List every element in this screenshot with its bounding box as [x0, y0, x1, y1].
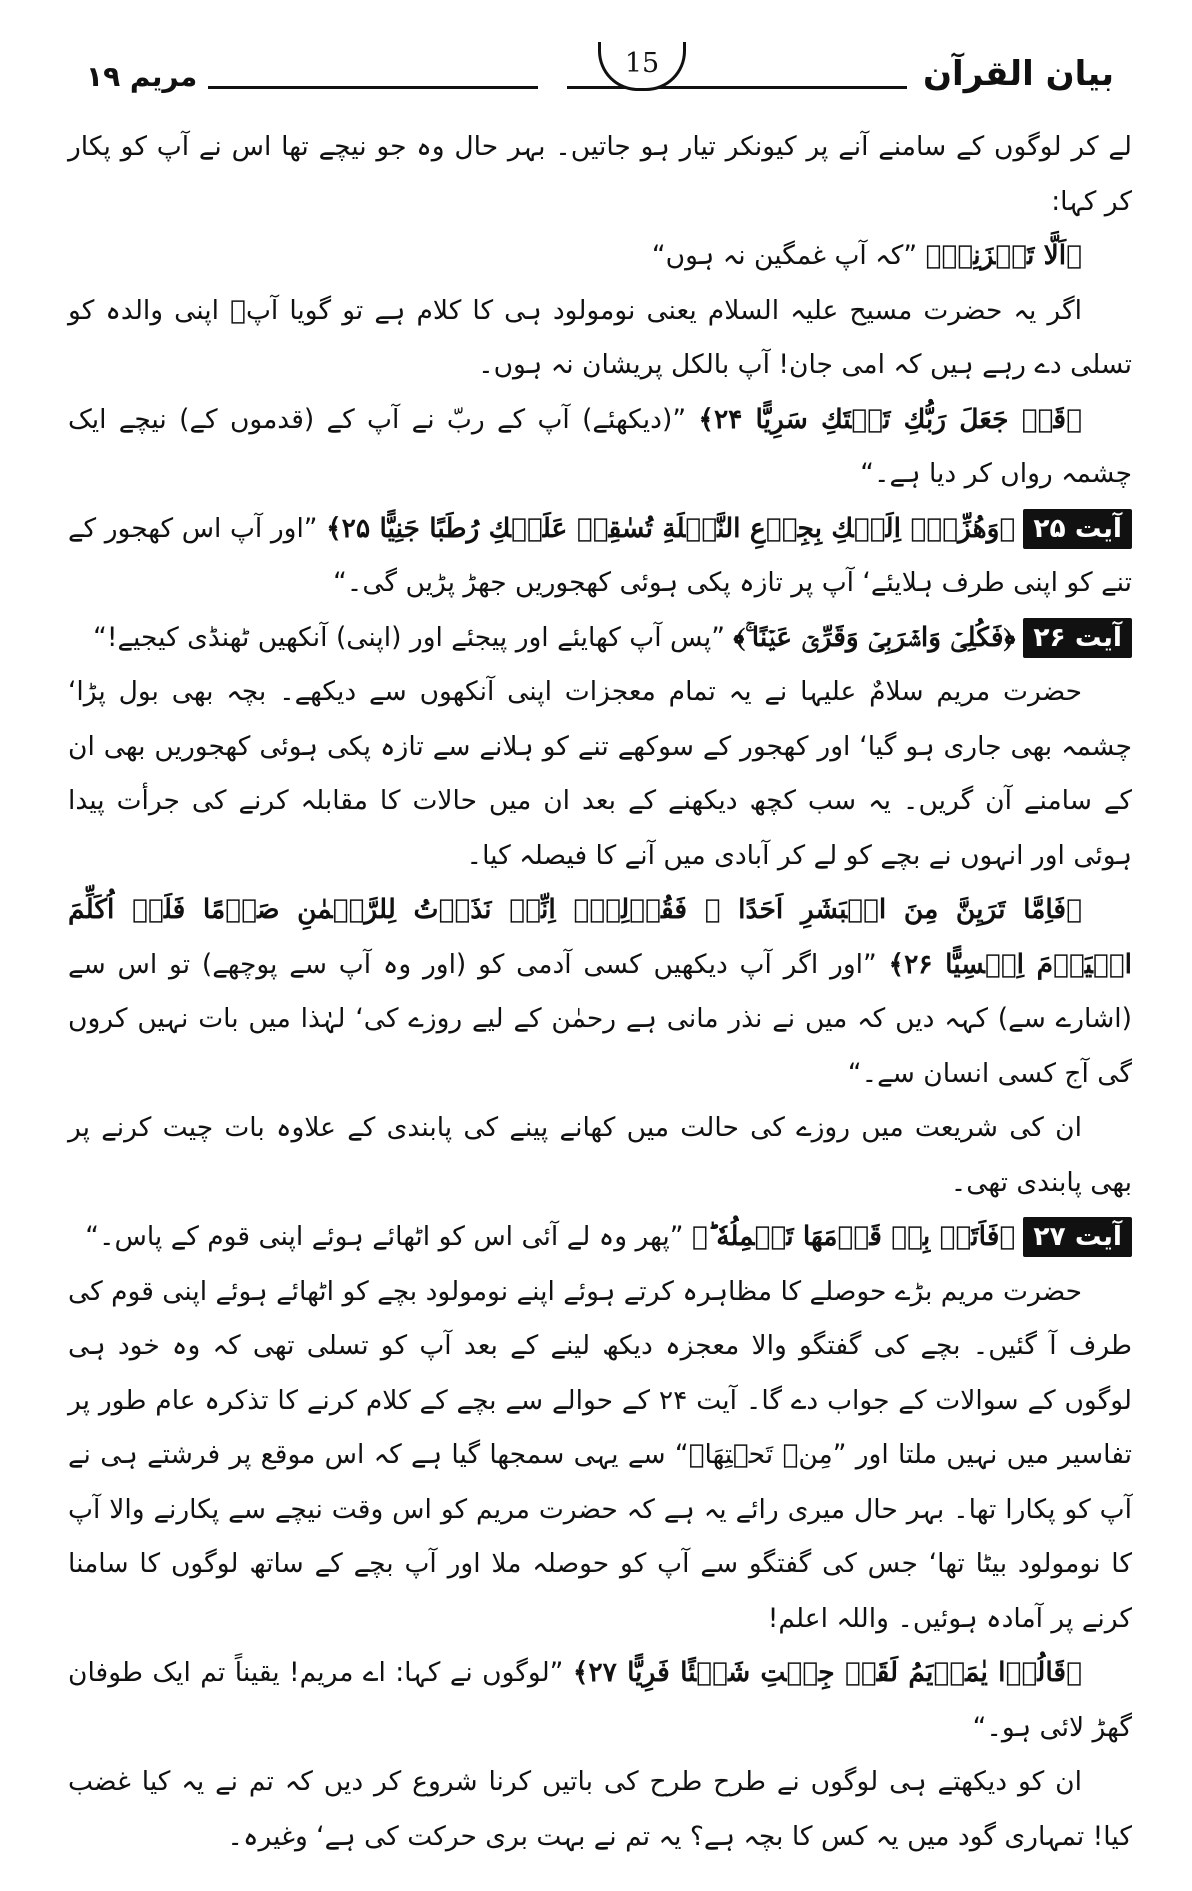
header-rule-left [208, 86, 538, 89]
surah-name: مریم ۱۹ [86, 60, 198, 93]
ayah-number-tag: آیت ۲۷ [1023, 1217, 1132, 1257]
paragraph: اگر یہ حضرت مسیح علیہ السلام یعنی نومولود ہی کا کلام ہے تو گویا آپؑ اپنی والدہ کو تسلی دے رہے ہیں کہ امی جان! آپ بالکل پریشان نہ ہوں۔ [68, 294, 1132, 380]
paragraph: حضرت مریم بڑے حوصلے کا مظاہرہ کرتے ہوئے اپنے نومولود بچے کو اٹھائے ہوئے اپنی قوم کی طرف آ گئیں۔ بچے کی گفتگو والا معجزہ دیکھ لینے کے بعد آپ کو تسلی تھی کہ وہ خود ہی لوگوں کے سوالات کے جواب دے گا۔ آیت ۲۴ کے حوالے سے بچے کے کلام کرنے کا تذکرہ عام طور پر تفاسیر میں نہیں ملتا اور ”مِنۡ تَحۡتِهَاۤ“ سے یہی سمجھا گیا ہے کہ اس موقع پر فرشتے ہی نے آپ کو پکارا تھا۔ بہر حال میری رائے یہ ہے کہ حضرت مریم کو اس وقت نیچے سے پکارنے والا آپ کا نومولود بیٹا تھا‘ جس کی گفتگو سے آپ کو حوصلہ ملا اور آپ بچے کے ساتھ لوگوں کا سامنا کرنے پر آمادہ ہوئیں۔ واللہ اعلم! [67, 1275, 1132, 1634]
page-number: 15 [598, 42, 686, 91]
arabic-verse: ﴿قَدۡ جَعَلَ رَبُّكِ تَحۡتَكِ سَرِیًّا ۲۴﴾ [698, 403, 1082, 435]
arabic-verse: ﴿فَكُلِیۡ وَاشۡرَبِیۡ وَقَرِّیۡ عَیۡنًا ۚ﴾ [733, 621, 1016, 653]
quran-quote [68, 1646, 1132, 1755]
translation: ”پھر وہ لے آئی اس کو اٹھائے ہوئے اپنی قوم کے پاس۔“ [85, 1221, 684, 1252]
arabic-verse: ﴿فَاِمَّا تَرَیِنَّ مِنَ الۡبَشَرِ اَحَدًا ۙ فَقُوۡلِیۡۤ اِنِّیۡ نَذَرۡتُ لِلرَّحۡمٰنِ صَوۡمًا فَلَنۡ اُكَلِّمَ الۡیَوۡمَ اِنۡسِیًّا ۲۶﴾ [68, 894, 1132, 980]
translation: ”کہ آپ غمگین نہ ہوں“ [651, 240, 918, 271]
page-header [68, 36, 1132, 106]
page-body [68, 120, 1132, 1864]
paragraph: لے کر لوگوں کے سامنے آنے پر کیونکر تیار ہو جاتیں۔ بہر حال وہ جو نیچے تھا اس نے آپ کو پکار کر کہا: [68, 131, 1132, 217]
translation: ”لوگوں نے کہا: اے مریم! یقیناً تم ایک طوفان گھڑ لائی ہو۔“ [68, 1657, 1132, 1743]
translation: ”اور اگر آپ دیکھیں کسی آدمی کو (اور وہ آپ سے پوچھے) تو اس سے (اشارے سے) کہہ دیں کہ میں نے نذر مانی ہے رحمٰن کے لیے روزے کی‘ لہٰذا میں بات نہیں کروں گی آج کسی انسان سے۔“ [68, 948, 1132, 1089]
quran-quote [68, 883, 1132, 1101]
translation: ”اور آپ اس کھجور کے تنے کو اپنی طرف ہلایئے‘ آپ پر تازہ پکی ہوئی کھجوریں جھڑ پڑیں گی۔“ [68, 512, 1132, 598]
book-title: بیان القرآن [923, 54, 1114, 94]
arabic-verse: ﴿قَالُوۡا یٰمَرۡیَمُ لَقَدۡ جِئۡتِ شَیۡئًا فَرِیًّا ۲۷﴾ [572, 1657, 1082, 1688]
ayah-block [68, 1210, 1132, 1265]
paragraph: ان کو دیکھتے ہی لوگوں نے طرح طرح کی باتیں کرنا شروع کر دیں کہ تم نے یہ کیا غضب کیا! تمہاری گود میں یہ کس کا بچہ ہے؟ یہ تم نے بہت بری حرکت کی ہے‘ وغیرہ۔ [68, 1766, 1132, 1852]
arabic-verse: ﴿فَاَتَتۡ بِهٖ قَوۡمَهَا تَحۡمِلُهٗ ؕ﴾ [691, 1221, 1016, 1252]
ayah-block [68, 611, 1132, 666]
paragraph: حضرت مریم سلامٌ علیہا نے یہ تمام معجزات اپنی آنکھوں سے دیکھے۔ بچہ بھی بول پڑا‘ چشمہ بھی جاری ہو گیا‘ اور کھجور کے سوکھے تنے کو ہلانے سے تازہ پکی ہوئی کھجوریں بھی ان کے سامنے آن گریں۔ یہ سب کچھ دیکھنے کے بعد ان میں حالات کا مقابلہ کرنے کی جرأت پیدا ہوئی اور انہوں نے بچے کو لے کر آبادی میں آنے کا فیصلہ کیا۔ [68, 676, 1132, 871]
ayah-number-tag: آیت ۲۶ [1023, 618, 1132, 658]
paragraph: ان کی شریعت میں روزے کی حالت میں کھانے پینے کی پابندی کے علاوہ بات چیت کرنے پر بھی پابندی تھی۔ [68, 1112, 1132, 1198]
quran-quote [68, 393, 1132, 502]
ayah-block [68, 502, 1132, 611]
translation: ”(دیکھئے) آپ کے ربّ نے آپ کے (قدموں کے) نیچے ایک چشمہ رواں کر دیا ہے۔“ [68, 403, 1132, 489]
arabic-verse: ﴿اَلَّا تَحۡزَنِیۡ﴾ [925, 240, 1082, 271]
header-rule-right [567, 86, 907, 89]
quran-quote [68, 229, 1132, 284]
translation: ”پس آپ کھایئے اور پیجئے اور (اپنی) آنکھیں ٹھنڈی کیجیے!“ [93, 621, 725, 653]
arabic-verse: ﴿وَهُزِّیۡۤ اِلَیۡكِ بِجِذۡعِ النَّخۡلَةِ تُسٰقِطۡ عَلَیۡكِ رُطَبًا جَنِیًّا ۲۵﴾ [326, 512, 1016, 544]
ayah-number-tag: آیت ۲۵ [1023, 509, 1132, 549]
